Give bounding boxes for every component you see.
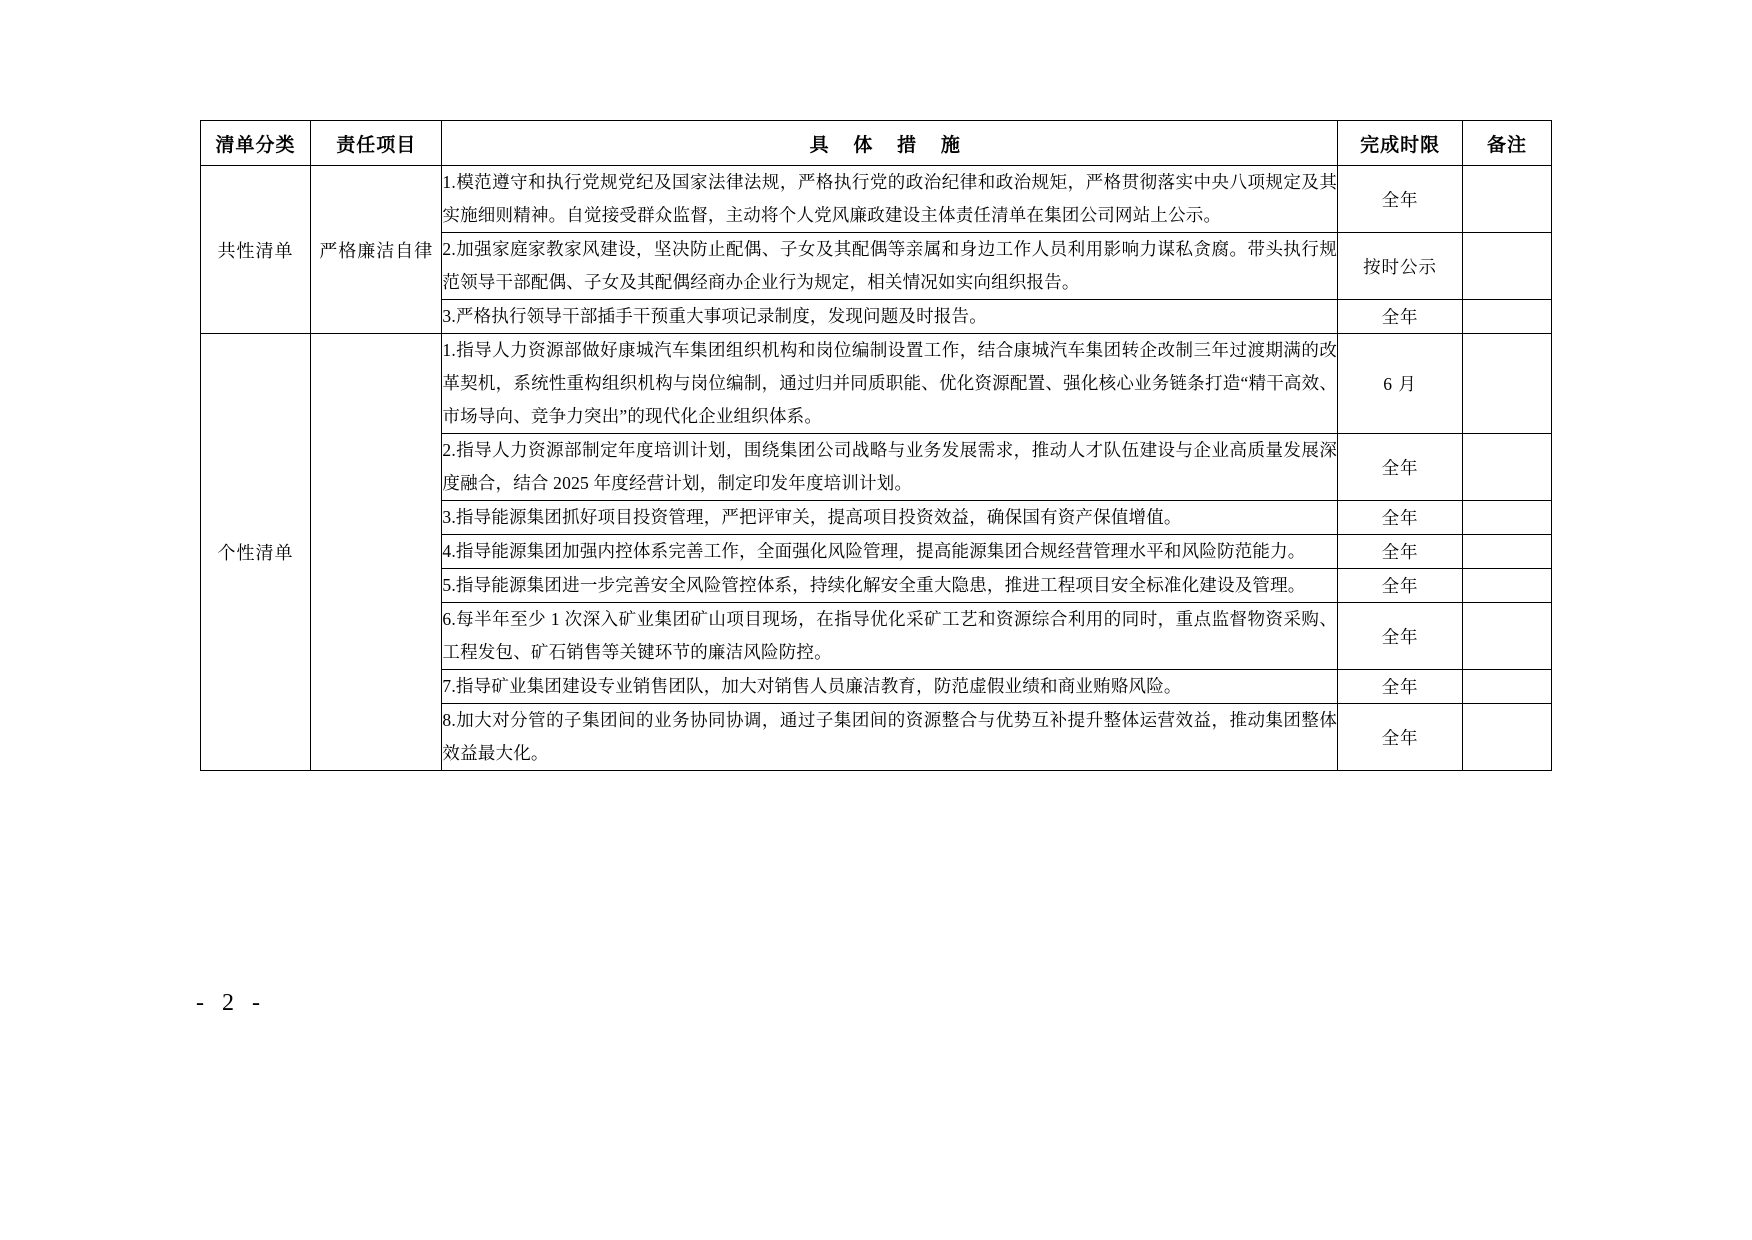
header-deadline: 完成时限 bbox=[1338, 121, 1463, 166]
cell-responsibility-item: 严格廉洁自律 bbox=[311, 166, 442, 334]
cell-note bbox=[1463, 334, 1552, 434]
cell-measure: 4.指导能源集团加强内控体系完善工作，全面强化风险管理，提高能源集团合规经营管理水平和风险防范能力。 bbox=[442, 535, 1338, 569]
cell-measure: 7.指导矿业集团建设专业销售团队，加大对销售人员廉洁教育，防范虚假业绩和商业贿赂风险。 bbox=[442, 670, 1338, 704]
cell-measure: 3.指导能源集团抓好项目投资管理，严把评审关，提高项目投资效益，确保国有资产保值增值。 bbox=[442, 501, 1338, 535]
cell-deadline: 全年 bbox=[1338, 670, 1463, 704]
header-measures: 具 体 措 施 bbox=[442, 121, 1338, 166]
header-responsibility-item: 责任项目 bbox=[311, 121, 442, 166]
table-header-row bbox=[201, 121, 1552, 166]
cell-deadline: 全年 bbox=[1338, 501, 1463, 535]
cell-note bbox=[1463, 670, 1552, 704]
responsibility-list-table bbox=[200, 120, 1552, 771]
cell-deadline: 6 月 bbox=[1338, 334, 1463, 434]
cell-responsibility-item bbox=[311, 334, 442, 771]
cell-note bbox=[1463, 569, 1552, 603]
cell-note bbox=[1463, 535, 1552, 569]
cell-note bbox=[1463, 704, 1552, 771]
cell-deadline: 全年 bbox=[1338, 434, 1463, 501]
page-number: - 2 - bbox=[196, 990, 266, 1016]
header-category: 清单分类 bbox=[201, 121, 311, 166]
cell-note bbox=[1463, 166, 1552, 233]
cell-category: 个性清单 bbox=[201, 334, 311, 771]
cell-note bbox=[1463, 233, 1552, 300]
cell-deadline: 全年 bbox=[1338, 704, 1463, 771]
cell-measure: 8.加大对分管的子集团间的业务协同协调，通过子集团间的资源整合与优势互补提升整体运营效益，推动集团整体效益最大化。 bbox=[442, 704, 1338, 771]
cell-note bbox=[1463, 603, 1552, 670]
cell-measure: 2.加强家庭家教家风建设，坚决防止配偶、子女及其配偶等亲属和身边工作人员利用影响力谋私贪腐。带头执行规范领导干部配偶、子女及其配偶经商办企业行为规定，相关情况如实向组织报告。 bbox=[442, 233, 1338, 300]
cell-deadline: 全年 bbox=[1338, 166, 1463, 233]
cell-measure: 3.严格执行领导干部插手干预重大事项记录制度，发现问题及时报告。 bbox=[442, 300, 1338, 334]
cell-deadline: 全年 bbox=[1338, 603, 1463, 670]
cell-measure: 1.指导人力资源部做好康城汽车集团组织机构和岗位编制设置工作，结合康城汽车集团转企改制三年过渡期满的改革契机，系统性重构组织机构与岗位编制，通过归并同质职能、优化资源配置、强化核心业务链条打造“精干高效、市场导向、竞争力突出”的现代化企业组织体系。 bbox=[442, 334, 1338, 434]
cell-category: 共性清单 bbox=[201, 166, 311, 334]
header-note: 备注 bbox=[1463, 121, 1552, 166]
cell-deadline: 全年 bbox=[1338, 535, 1463, 569]
cell-deadline: 全年 bbox=[1338, 569, 1463, 603]
cell-measure: 1.模范遵守和执行党规党纪及国家法律法规，严格执行党的政治纪律和政治规矩，严格贯彻落实中央八项规定及其实施细则精神。自觉接受群众监督，主动将个人党风廉政建设主体责任清单在集团公司网站上公示。 bbox=[442, 166, 1338, 233]
cell-deadline: 全年 bbox=[1338, 300, 1463, 334]
cell-measure: 6.每半年至少 1 次深入矿业集团矿山项目现场，在指导优化采矿工艺和资源综合利用的同时，重点监督物资采购、工程发包、矿石销售等关键环节的廉洁风险防控。 bbox=[442, 603, 1338, 670]
table-row bbox=[201, 334, 1552, 434]
cell-measure: 5.指导能源集团进一步完善安全风险管控体系，持续化解安全重大隐患，推进工程项目安全标准化建设及管理。 bbox=[442, 569, 1338, 603]
cell-measure: 2.指导人力资源部制定年度培训计划，围绕集团公司战略与业务发展需求，推动人才队伍建设与企业高质量发展深度融合，结合 2025 年度经营计划，制定印发年度培训计划。 bbox=[442, 434, 1338, 501]
cell-note bbox=[1463, 501, 1552, 535]
cell-note bbox=[1463, 300, 1552, 334]
cell-deadline: 按时公示 bbox=[1338, 233, 1463, 300]
table-row bbox=[201, 166, 1552, 233]
cell-note bbox=[1463, 434, 1552, 501]
